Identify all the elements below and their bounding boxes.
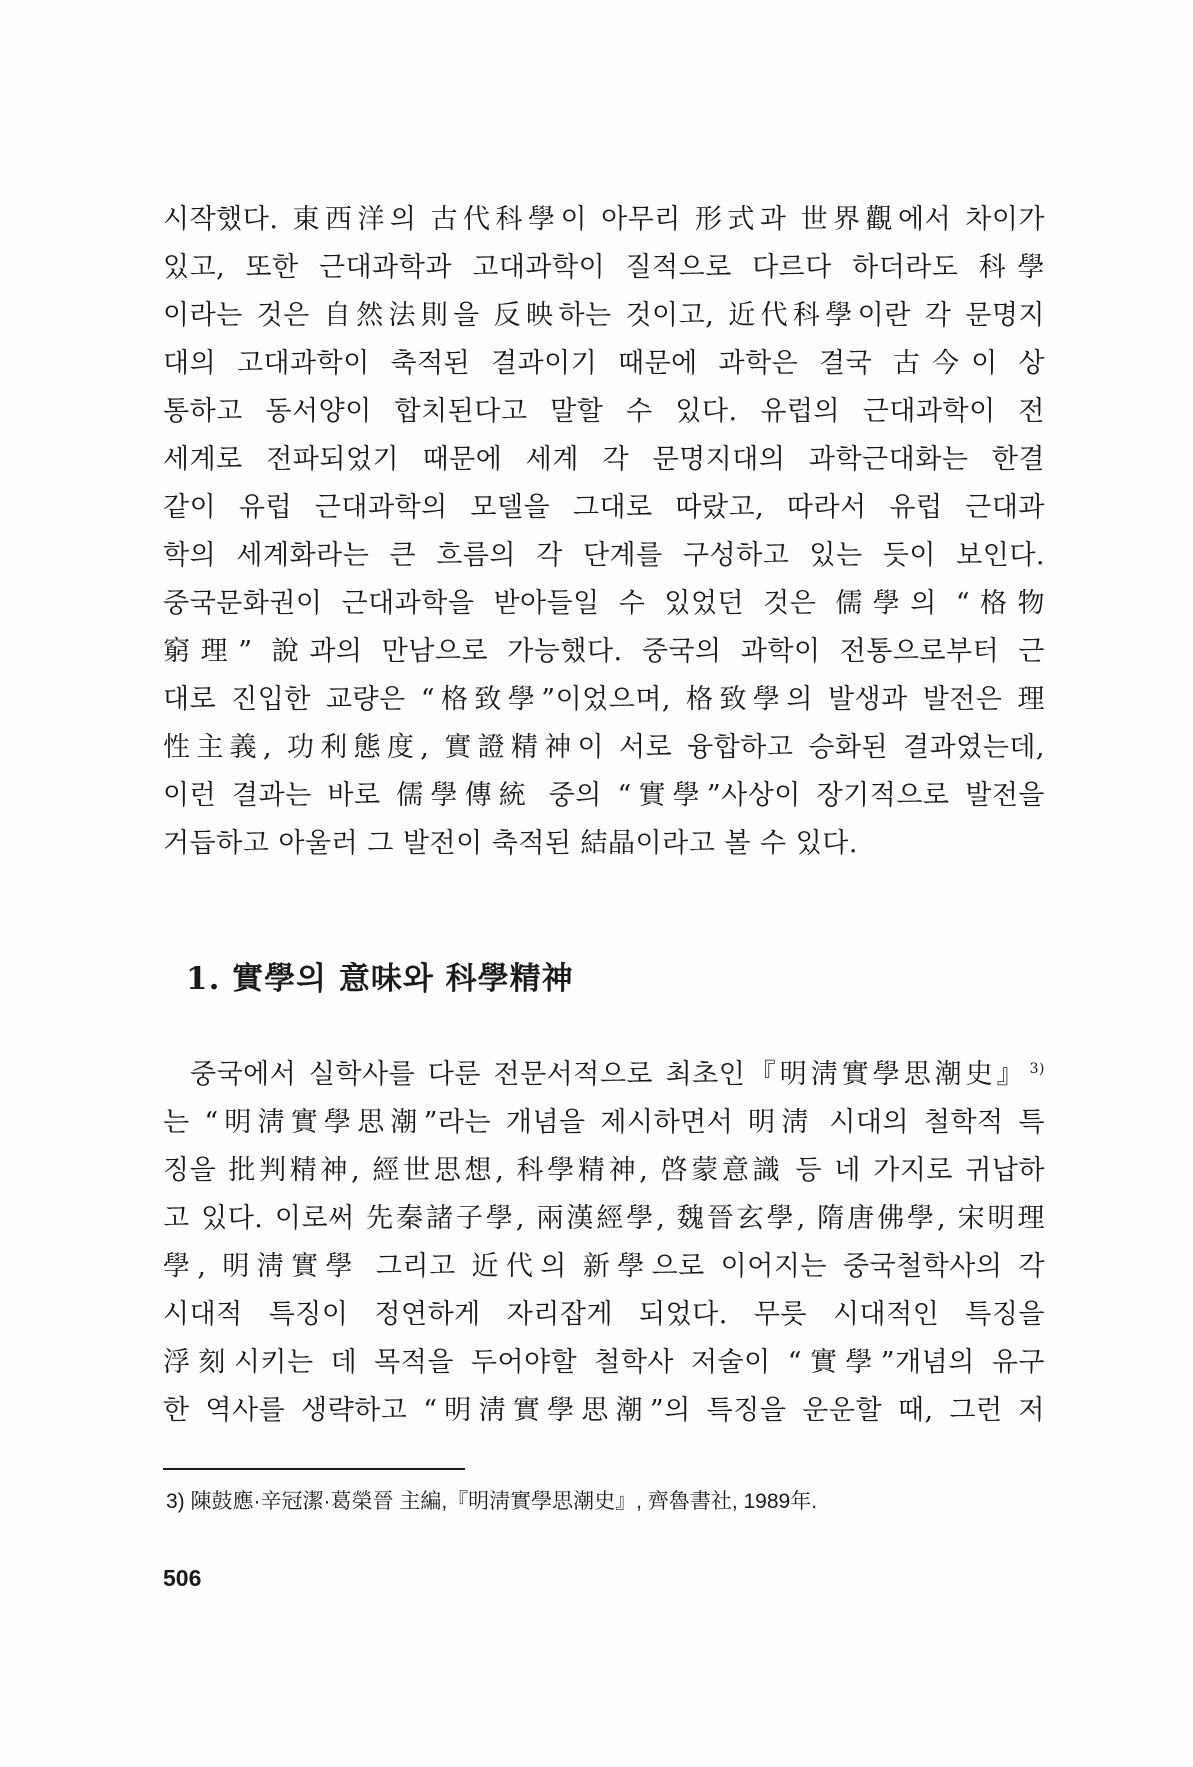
text-line	[163, 1051, 1045, 1099]
footnote-reference: 3)	[1029, 1061, 1045, 1077]
text-line: 시작했다. 東西洋의 古代科學이 아무리 形式과 世界觀에서 차이가	[163, 204, 1045, 235]
text-line: 浮刻시키는 데 목적을 두어야할 철학사 저술이 “實學”개념의 유구	[163, 1347, 1045, 1378]
text-line: 중국문화권이 근대과학을 받아들일 수 있었던 것은 儒學의 “格物	[163, 588, 1045, 619]
text-line-content: 중국에서 실학사를 다룬 전문서적으로 최초인『明淸實學思潮史』	[190, 1059, 1028, 1090]
text-line: 대의 고대과학이 축적된 결과이기 때문에 과학은 결국 古今이 상	[163, 348, 1045, 379]
text-line: 세계로 전파되었기 때문에 세계 각 문명지대의 과학근대화는 한결	[163, 444, 1045, 475]
text-line: 징을 批判精神, 經世思想, 科學精神, 啓蒙意識 등 네 가지로 귀납하	[163, 1155, 1045, 1186]
text-line: 한 역사를 생략하고 “明淸實學思潮”의 특징을 운운할 때, 그런 저	[163, 1395, 1045, 1426]
text-line: 통하고 동서양이 합치된다고 말할 수 있다. 유럽의 근대과학이 전	[163, 396, 1045, 427]
page-number: 506	[163, 1565, 202, 1591]
text-line: 같이 유럽 근대과학의 모델을 그대로 따랐고, 따라서 유럽 근대과	[163, 492, 1045, 523]
text-line: 있고, 또한 근대과학과 고대과학이 질적으로 다르다 하더라도 科學	[163, 252, 1045, 283]
footnote-divider	[163, 1468, 465, 1470]
text-line: 시대적 특징이 정연하게 자리잡게 되었다. 무릇 시대적인 특징을	[163, 1299, 1045, 1330]
text-line: 窮理” 說과의 만남으로 가능했다. 중국의 과학이 전통으로부터 근	[163, 636, 1045, 667]
body-paragraph-2	[163, 1051, 1045, 1435]
text-line: 性主義, 功利態度, 實證精神이 서로 융합하고 승화된 결과였는데,	[163, 732, 1045, 763]
body-paragraph-1	[163, 196, 1045, 868]
text-line: 고 있다. 이로써 先秦諸子學, 兩漢經學, 魏晉玄學, 隋唐佛學, 宋明理	[163, 1203, 1045, 1234]
text-line: 대로 진입한 교량은 “格致學”이었으며, 格致學의 발생과 발전은 理	[163, 684, 1045, 715]
text-line: 이라는 것은 自然法則을 反映하는 것이고, 近代科學이란 각 문명지	[163, 300, 1045, 331]
text-line: 학의 세계화라는 큰 흐름의 각 단계를 구성하고 있는 듯이 보인다.	[163, 540, 1045, 571]
text-line: 는 “明淸實學思潮”라는 개념을 제시하면서 明淸 시대의 철학적 특	[163, 1107, 1045, 1138]
footnote: 3) 陳鼓應·辛冠潔·葛榮晉 主編,『明淸實學思潮史』, 齊魯書社, 1989年.	[166, 1490, 818, 1513]
text-line: 學, 明淸實學 그리고 近代의 新學으로 이어지는 중국철학사의 각	[163, 1251, 1045, 1282]
text-line: 거듭하고 아울러 그 발전이 축적된 結晶이라고 볼 수 있다.	[163, 828, 858, 859]
text-line: 이런 결과는 바로 儒學傳統 중의 “實學”사상이 장기적으로 발전을	[163, 780, 1045, 811]
section-heading: 1. 實學의 意味와 科學精神	[186, 961, 574, 997]
